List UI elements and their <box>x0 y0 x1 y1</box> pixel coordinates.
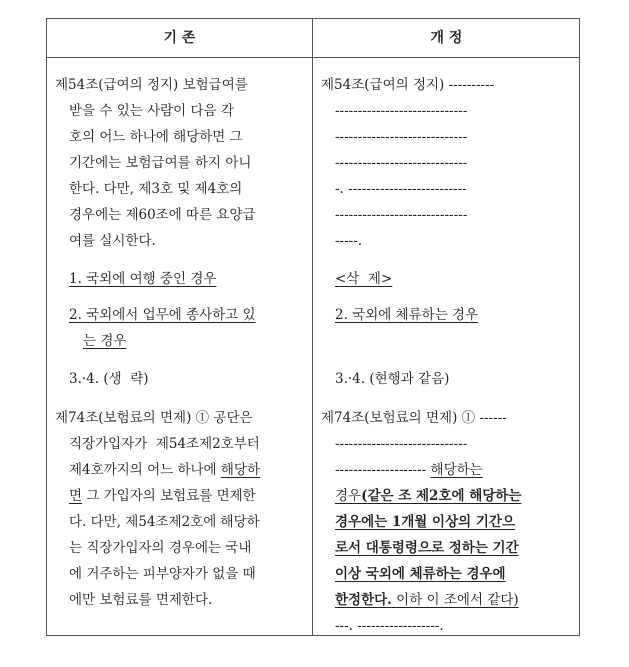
comparison-table <box>46 18 580 636</box>
bold-amendment-text: 한정한다. <box>335 592 392 608</box>
existing-art54-line: 제54조(급여의 정지) 보험급여를 <box>55 77 248 93</box>
existing-art54-line: 받을 수 있는 사람이 다음 각 <box>69 103 234 119</box>
underlined-text: 이하 이 조에서 같다) <box>391 592 519 608</box>
revised-item34: 3.·4. (현행과 같음) <box>335 371 450 387</box>
revised-art54-line: -----. <box>335 233 363 249</box>
existing-item2-line: 는 경우 <box>83 333 127 349</box>
existing-art74-line: 직장가입자가 제54조제2호부터 <box>69 436 260 452</box>
revised-art54-line: -. -------------------------- <box>335 181 467 197</box>
revised-art74-line <box>335 486 521 508</box>
revised-art54-line: ----------------------------- <box>335 103 468 119</box>
existing-art74-line: 에 거주하는 피부양자가 없을 때 <box>69 566 256 582</box>
column-divider <box>312 19 313 635</box>
revised-item1: <삭 제> <box>335 271 393 287</box>
existing-art74-line: 다. 다만, 제54조제2호에 해당하 <box>69 514 260 530</box>
existing-art74-line: 면 그 가입자의 보험료를 면제한 <box>69 488 256 504</box>
header-divider <box>47 57 579 58</box>
underlined-text: 면 <box>69 488 83 504</box>
existing-art74-line: 에만 보험료를 면제한다. <box>69 592 213 608</box>
existing-art54-line: 경우에는 제60조에 따른 요양급 <box>69 207 256 223</box>
existing-item2-line: 2. 국외에서 업무에 종사하고 있 <box>69 307 256 323</box>
header-revised: 개 정 <box>430 30 463 46</box>
existing-art54-line: 기간에는 보험급여를 하지 아니 <box>69 155 252 171</box>
existing-art74-line: 제74조(보험료의 면제) ① 공단은 <box>55 410 253 426</box>
revised-item2: 2. 국외에 체류하는 경우 <box>335 307 479 323</box>
underlined-text: 경우 <box>335 488 362 504</box>
bold-amendment-text: 이상 국외에 체류하는 경우에 <box>335 566 506 582</box>
existing-art54-line: 호의 어느 하나에 해당하면 그 <box>69 129 243 145</box>
revised-art74-line: ---. ------------------. <box>335 618 444 634</box>
bold-amendment-text: (같은 조 제2호에 해당하는 <box>361 488 522 504</box>
revised-art74-line: ----------------------------- <box>335 436 468 452</box>
existing-item1: 1. 국외에 여행 중인 경우 <box>69 271 217 287</box>
underlined-text: 해당하 <box>220 462 260 478</box>
existing-item34: 3.·4. (생 략) <box>69 371 149 387</box>
underlined-text: 해당하는 <box>430 462 483 478</box>
existing-art54-line: 여를 실시한다. <box>69 233 156 249</box>
existing-art54-line: 한다. 다만, 제3호 및 제4호의 <box>69 181 243 197</box>
bold-amendment-text: 경우에는 1개월 이상의 기간으 <box>335 514 515 530</box>
dash-text: -------------------- <box>335 462 431 478</box>
bold-amendment-text: 로서 대통령령으로 정하는 기간 <box>335 540 519 556</box>
revised-art54-line: ----------------------------- <box>335 207 468 223</box>
existing-art74-line: 제4호까지의 어느 하나에 해당하 <box>69 462 260 478</box>
revised-art74-line <box>335 590 519 612</box>
revised-art74-line <box>335 460 483 482</box>
existing-art74-line: 는 직장가입자의 경우에는 국내 <box>69 540 252 556</box>
header-existing: 기 존 <box>163 30 196 46</box>
revised-art54-line: ----------------------------- <box>335 129 468 145</box>
revised-art74-line: 제74조(보험료의 면제) ① ------ <box>321 410 507 426</box>
revised-art54-line: 제54조(급여의 정지) ---------- <box>321 77 495 93</box>
revised-art54-line: ----------------------------- <box>335 155 468 171</box>
